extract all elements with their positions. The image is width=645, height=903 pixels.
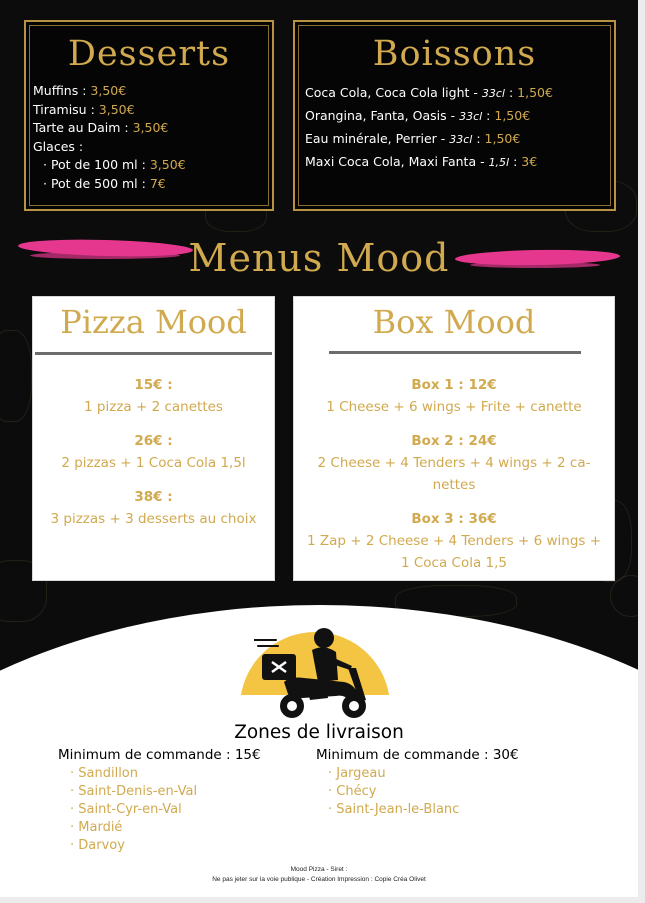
drink-price: 3€ xyxy=(521,154,538,169)
zone-town: · Chécy xyxy=(328,783,519,801)
offer-description: 2 pizzas + 1 Coca Cola 1,5l xyxy=(61,455,246,471)
offer-description: 2 Cheese + 4 Tenders + 4 wings + 2 ca- xyxy=(317,455,591,471)
dessert-price: 3,50€ xyxy=(149,157,186,172)
dessert-name: Tiramisu : xyxy=(33,101,99,117)
dessert-price: 3,50€ xyxy=(90,83,127,98)
offer-description: 1 Cheese + 6 wings + Frite + canette xyxy=(326,399,582,415)
dessert-item xyxy=(33,175,186,194)
box-mood-title: Box Mood xyxy=(372,303,536,341)
zone-group-15 xyxy=(58,747,261,855)
drink-price: 1,50€ xyxy=(494,108,531,123)
drink-name: Orangina, Fanta, Oasis - xyxy=(305,108,460,123)
offer-heading: Box 1 : 12€ xyxy=(411,377,497,393)
offer-item xyxy=(294,430,614,496)
dessert-item xyxy=(33,101,186,120)
zone-town: · Sandillon xyxy=(70,765,261,783)
pizza-mood-box xyxy=(32,296,275,581)
delivery-scooter-icon xyxy=(254,620,374,722)
zone-group-30 xyxy=(316,747,519,819)
offer-description: 1 Zap + 2 Cheese + 4 Tenders + 6 wings + xyxy=(306,533,602,549)
drink-name: Coca Cola, Coca Cola light - xyxy=(305,85,482,100)
offer-heading: 15€ : xyxy=(134,377,173,393)
zone-towns-list xyxy=(316,765,519,819)
footer-line: Mood Pizza - Siret : xyxy=(290,866,348,873)
drink-price: 1,50€ xyxy=(517,85,553,100)
dessert-name: Glaces : xyxy=(33,138,84,154)
offer-item xyxy=(33,430,274,474)
box-mood-divider xyxy=(329,351,581,354)
box-mood-box xyxy=(293,296,615,581)
footer-line: Ne pas jeter sur la voie publique - Création Impression : Copie Créa Olivet xyxy=(212,876,426,883)
dessert-name: · Pot de 100 ml : xyxy=(43,157,150,172)
dessert-item xyxy=(33,138,186,157)
dessert-item xyxy=(33,119,186,138)
drink-separator: : xyxy=(504,85,518,100)
pizza-mood-divider xyxy=(35,352,272,355)
zone-town: · Saint-Cyr-en-Val xyxy=(70,801,261,819)
drink-name: Maxi Coca Cola, Maxi Fanta - xyxy=(305,154,489,169)
zone-town: · Jargeau xyxy=(328,765,519,783)
zone-town: · Saint-Jean-le-Blanc xyxy=(328,801,519,819)
zone-towns-list xyxy=(58,765,261,855)
drink-item xyxy=(305,105,553,128)
zone-town: · Saint-Denis-en-Val xyxy=(70,783,261,801)
drink-item xyxy=(305,82,553,105)
dessert-name: Tarte au Daim : xyxy=(33,120,133,135)
zone-minimum: Minimum de commande : 15€ xyxy=(58,747,261,763)
offer-item xyxy=(33,374,274,418)
dessert-item xyxy=(33,156,186,175)
drink-separator: : xyxy=(472,131,485,146)
zone-town: · Darvoy xyxy=(70,837,261,855)
boissons-box xyxy=(293,20,616,211)
desserts-box xyxy=(24,20,274,211)
dessert-price: 3,50€ xyxy=(98,101,135,117)
offer-heading: Box 3 : 36€ xyxy=(411,511,497,527)
drink-name: Eau minérale, Perrier - xyxy=(305,131,450,146)
offer-heading: 38€ : xyxy=(134,489,173,505)
drink-volume: 33cl xyxy=(481,87,505,100)
drink-item xyxy=(305,128,553,151)
drink-separator: : xyxy=(482,108,495,123)
offer-item xyxy=(294,508,614,574)
offer-item xyxy=(33,486,274,530)
desserts-title: Desserts xyxy=(67,34,231,74)
boissons-title: Boissons xyxy=(372,34,537,74)
zone-town: · Mardié xyxy=(70,819,261,837)
zone-minimum: Minimum de commande : 30€ xyxy=(316,747,519,763)
dessert-item xyxy=(33,82,186,101)
boissons-list xyxy=(305,82,553,174)
offer-description: nettes xyxy=(432,477,476,493)
zones-title: Zones de livraison xyxy=(234,722,404,743)
pizza-mood-title: Pizza Mood xyxy=(60,303,247,341)
drink-volume: 1,5l xyxy=(488,156,510,169)
offer-description: 1 Coca Cola 1,5 xyxy=(400,555,508,571)
dessert-price: 3,50€ xyxy=(132,120,169,135)
dessert-name: Muffins : xyxy=(33,83,91,98)
drink-separator: : xyxy=(509,154,522,169)
drink-volume: 33cl xyxy=(449,133,473,146)
offer-description: 3 pizzas + 3 desserts au choix xyxy=(50,511,257,527)
offer-item xyxy=(294,374,614,418)
drink-item xyxy=(305,151,553,174)
menus-title: Menus Mood xyxy=(188,236,450,280)
desserts-list xyxy=(33,82,186,193)
dessert-price: 7€ xyxy=(149,175,166,191)
drink-price: 1,50€ xyxy=(484,131,521,146)
offer-heading: 26€ : xyxy=(134,433,173,449)
dessert-name: · Pot de 500 ml : xyxy=(43,175,150,191)
offer-description: 1 pizza + 2 canettes xyxy=(84,399,223,415)
drink-volume: 33cl xyxy=(459,110,483,123)
doodle-decoration xyxy=(0,330,32,422)
doodle-decoration xyxy=(610,575,638,617)
offer-heading: Box 2 : 24€ xyxy=(411,433,497,449)
